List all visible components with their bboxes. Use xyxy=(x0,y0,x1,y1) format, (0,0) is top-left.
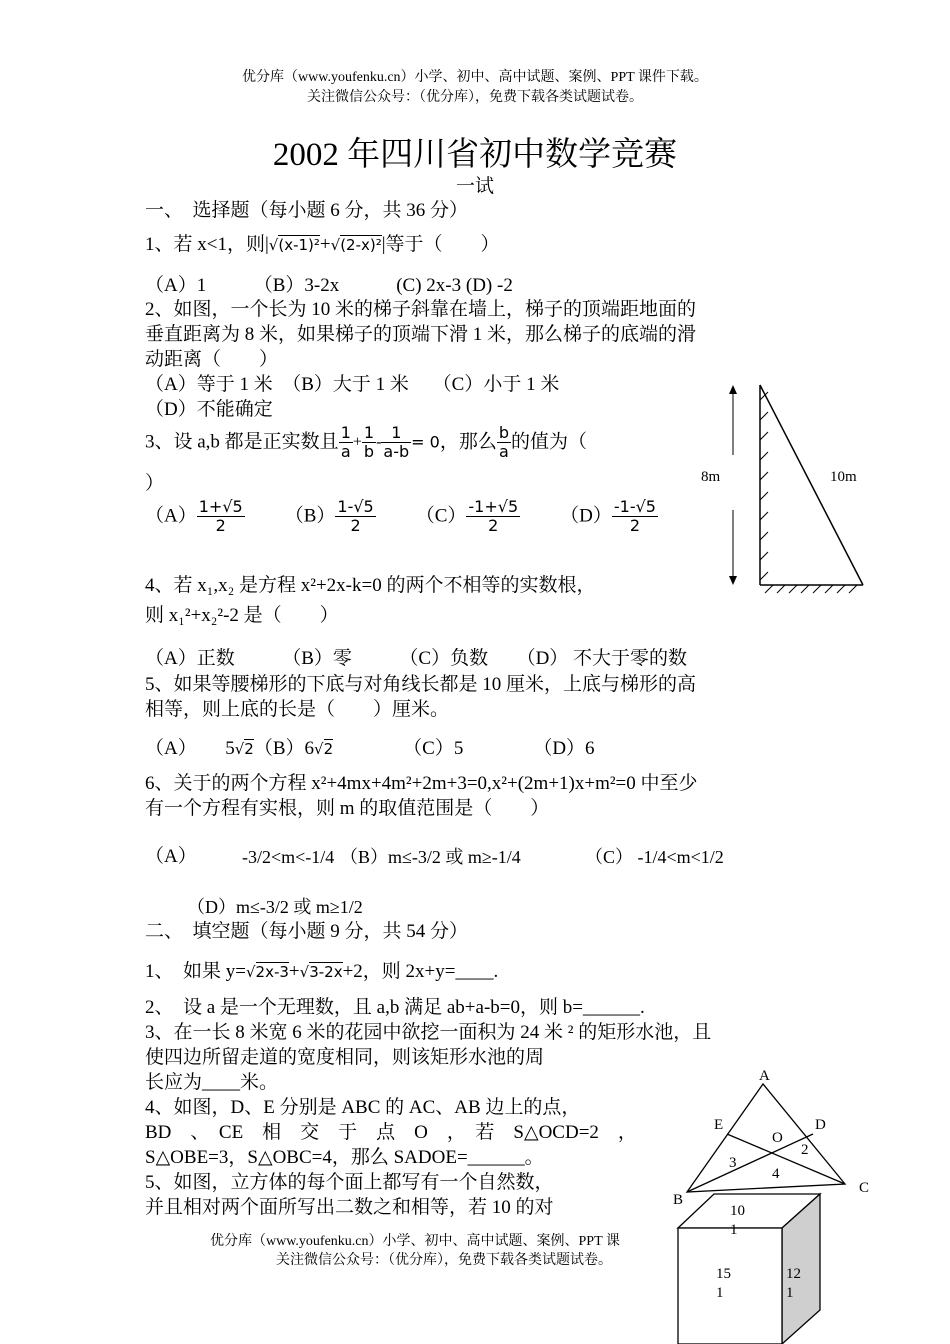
q3-prefix: 3、设 a,b 都是正实数且 xyxy=(145,431,339,453)
q3-minus: - xyxy=(376,433,382,451)
fill-1 xyxy=(145,960,498,984)
cube-figure xyxy=(672,1190,827,1344)
q3-eq: = 0 xyxy=(411,432,440,452)
ladder-line xyxy=(760,385,863,585)
vertex-c: C xyxy=(859,1180,870,1196)
q1-root-2: √(2-x)² xyxy=(330,236,382,254)
wall-hatch xyxy=(760,392,768,580)
q3-opt-a-label: （A） xyxy=(145,505,197,527)
q5-line-2: 相等，则上底的长是（ ）厘米。 xyxy=(145,699,450,720)
q4-line-1: 4、若 x₁,x₂ 是方程 x²+2x-k=0 的两个不相等的实数根， xyxy=(145,575,596,596)
fill-2: 2、 设 a 是一个无理数，且 a,b 满足 ab+a-b=0，则 b=______. xyxy=(145,997,645,1018)
q5-opt-b: （B）6 xyxy=(253,738,315,759)
f1-radicand-2: 3-2x xyxy=(309,963,343,981)
q3-opt-d-den: 2 xyxy=(629,516,641,535)
q3-frac-2-den: b xyxy=(363,442,375,461)
fill-4-line-1: 4、如图，D、E 分别是 ABC 的 AC、AB 边上的点， xyxy=(145,1097,581,1118)
arrow-up-icon xyxy=(729,385,737,394)
q3-options xyxy=(145,498,658,535)
q5-root-b: √2 xyxy=(314,740,334,758)
q1-prefix: 1、若 x<1，则| xyxy=(145,234,269,255)
q6-opt-a: -3/2<m<-1/4 xyxy=(242,847,335,867)
ladder-label-8m: 8m xyxy=(701,469,721,485)
q1-options: （A）1 （B）3-2x (C) 2x-3 (D) -2 xyxy=(145,275,513,296)
q6-opt-d: （D）m≤-3/2 或 m≥1/2 xyxy=(187,897,363,917)
f1-root-2: √3-2x xyxy=(299,963,343,981)
q6-opt-a-label: （A） xyxy=(145,846,197,867)
area-4: 4 xyxy=(772,1166,780,1182)
fill-3-line-1: 3、在一长 8 米宽 6 米的花园中欲挖一面积为 24 米 ² 的矩形水池，且 xyxy=(145,1022,712,1043)
footer-line-2: 关注微信公众号：（优分库），免费下载各类试题试卷。 xyxy=(276,1253,612,1268)
fill-5-line-2: 并且相对两个面所写出二数之和相等，若 10 的对 xyxy=(145,1197,554,1218)
q3-frac-1-den: a xyxy=(340,442,351,461)
q3-close: ） xyxy=(145,473,165,494)
fill-3-line-2: 使四边所留走道的宽度相同，则该矩形水池的周 xyxy=(145,1047,545,1068)
q3-opt-c-den: 2 xyxy=(488,516,499,535)
q3-opt-b-num: 1-√5 xyxy=(337,497,374,516)
q3-frac-1 xyxy=(339,424,353,461)
q3-frac-3-num: 1 xyxy=(381,424,411,443)
vertex-e: E xyxy=(714,1117,724,1133)
header-line-1: 优分库（www.youfenku.cn）小学、初中、高中试题、案例、PPT 课件下载。 xyxy=(242,70,708,85)
fill-4-line-3: S△OBE=3，S△OBC=4，那么 SADOE=______。 xyxy=(145,1147,544,1168)
q3-opt-a-den: 2 xyxy=(215,516,226,535)
cube-top-number-2: 1 xyxy=(730,1222,738,1238)
ladder-label-10m: 10m xyxy=(830,469,857,485)
ground-hatch xyxy=(765,585,857,593)
f1-plus: + xyxy=(288,961,300,982)
q1-root-1: √(x-1)² xyxy=(268,236,320,254)
cube-front-face xyxy=(678,1228,782,1344)
q2-options-2: （D）不能确定 xyxy=(145,399,273,420)
fill-5-line-1: 5、如图，立方体的每个面上都写有一个自然数， xyxy=(145,1172,554,1193)
q3-opt-a-num: 1+√5 xyxy=(198,497,243,516)
q3-opt-b-label: （B） xyxy=(284,505,336,527)
cube-front-number-2: 1 xyxy=(716,1285,724,1301)
footer-line-1: 优分库（www.youfenku.cn）小学、初中、高中试题、案例、PPT 课 xyxy=(210,1234,620,1249)
header-line-2: 关注微信公众号：（优分库），免费下载各类试题试卷。 xyxy=(307,90,643,105)
question-1 xyxy=(145,233,500,257)
section-1-heading: 一、 选择题（每小题 6 分，共 36 分） xyxy=(145,200,469,221)
vertex-b: B xyxy=(673,1192,684,1208)
q6-opt-b: （B）m≤-3/2 或 m≥-1/4 xyxy=(340,847,521,867)
q3-opt-b-den: 2 xyxy=(350,516,361,535)
q3-frac-ba-den: a xyxy=(499,442,509,461)
q3-frac-1-num: 1 xyxy=(340,423,351,442)
q2-line-1: 2、如图，一个长为 10 米的梯子斜靠在墙上，梯子的顶端距地面的 xyxy=(145,299,697,320)
cube-side-number: 12 xyxy=(786,1266,801,1282)
q1-radicand-2: (2-x)² xyxy=(340,236,382,254)
q3-plus: + xyxy=(352,433,362,451)
q5-opt-c: （C）5 xyxy=(403,738,464,759)
q5-radicand-b: 2 xyxy=(323,740,334,758)
q6-line-1: 6、关于的两个方程 x²+4mx+4m²+2m+3=0,x²+(2m+1)x+m²=0 中至少 xyxy=(145,773,698,794)
q5-line-1: 5、如果等腰梯形的下底与对角线长都是 10 厘米，上底与梯形的高 xyxy=(145,674,697,695)
q5-radicand-a: 2 xyxy=(244,740,254,758)
q4-line-2: 则 x₁²+x₂²-2 是（ ） xyxy=(145,605,339,626)
q1-suffix: |等于（ ） xyxy=(381,234,500,255)
section-2-heading: 二、 填空题（每小题 9 分，共 54 分） xyxy=(145,921,469,942)
cube-front-number: 15 xyxy=(716,1266,731,1282)
q5-root-a: √2 xyxy=(234,740,254,758)
q3-frac-ba xyxy=(497,424,511,461)
q6-opt-c: （C） -1/4<m<1/2 xyxy=(585,847,724,867)
q3-opt-b xyxy=(335,498,375,535)
segment-ce xyxy=(727,1134,845,1184)
area-3: 3 xyxy=(729,1155,737,1171)
q3-opt-d xyxy=(612,498,658,535)
q2-line-2: 垂直距离为 8 米，如果梯子的顶端下滑 1 米，那么梯子的底端的滑 xyxy=(145,324,697,345)
point-o: O xyxy=(772,1130,783,1146)
fill-3-line-3: 长应为____米。 xyxy=(145,1072,279,1093)
q3-frac-2-num: 1 xyxy=(363,423,375,442)
q3-opt-c-label: （C） xyxy=(415,505,467,527)
f1-radicand-1: 2x-3 xyxy=(255,963,289,981)
q1-plus: + xyxy=(319,234,331,255)
q3-suffix-2: 的值为（ xyxy=(511,431,588,453)
q4-options: （A）正数 （B）零 （C）负数 （D） 不大于零的数 xyxy=(145,648,688,669)
q3-opt-c xyxy=(466,498,520,535)
subtitle: 一试 xyxy=(455,176,494,197)
q5-options xyxy=(145,737,595,761)
arrow-down-icon xyxy=(729,576,737,585)
question-3 xyxy=(145,424,587,461)
fill-4-line-2: BD 、 CE 相 交 于 点 O ， 若 S△OCD=2 ， xyxy=(145,1122,637,1143)
area-2: 2 xyxy=(801,1142,809,1158)
q3-suffix-1: ，那么 xyxy=(439,431,497,453)
q3-opt-d-label: （D） xyxy=(560,505,612,527)
q3-opt-d-num: -1-√5 xyxy=(613,497,656,516)
cube-top-number: 10 xyxy=(730,1203,745,1219)
q5-opt-a: （A） 5 xyxy=(145,738,235,759)
q2-options-1: （A）等于 1 米 （B）大于 1 米 （C）小于 1 米 xyxy=(145,374,560,395)
q1-radicand-1: (x-1)² xyxy=(278,236,320,254)
f1-root-1: √2x-3 xyxy=(245,963,289,981)
q6-line-2: 有一个方程有实根，则 m 的取值范围是（ ） xyxy=(145,798,550,819)
q3-frac-2 xyxy=(362,424,376,461)
q3-frac-3 xyxy=(381,424,411,461)
q5-opt-d: （D）6 xyxy=(533,738,595,759)
q3-opt-a xyxy=(197,498,245,535)
q3-opt-c-num: -1+√5 xyxy=(468,497,519,516)
triangle-abc xyxy=(687,1084,845,1192)
cube-side-number-2: 1 xyxy=(786,1285,794,1301)
ladder-figure xyxy=(695,380,885,600)
q2-line-3: 动距离（ ） xyxy=(145,349,279,370)
page-title: 2002 年四川省初中数学竞赛 xyxy=(272,137,678,173)
q3-frac-3-den: a-b xyxy=(383,442,410,461)
vertex-a: A xyxy=(759,1068,770,1084)
vertex-d: D xyxy=(815,1117,826,1133)
f1-prefix: 1、 如果 y= xyxy=(145,961,246,982)
f1-suffix: +2，则 2x+y=____. xyxy=(342,961,499,982)
q3-frac-ba-num: b xyxy=(498,423,509,442)
